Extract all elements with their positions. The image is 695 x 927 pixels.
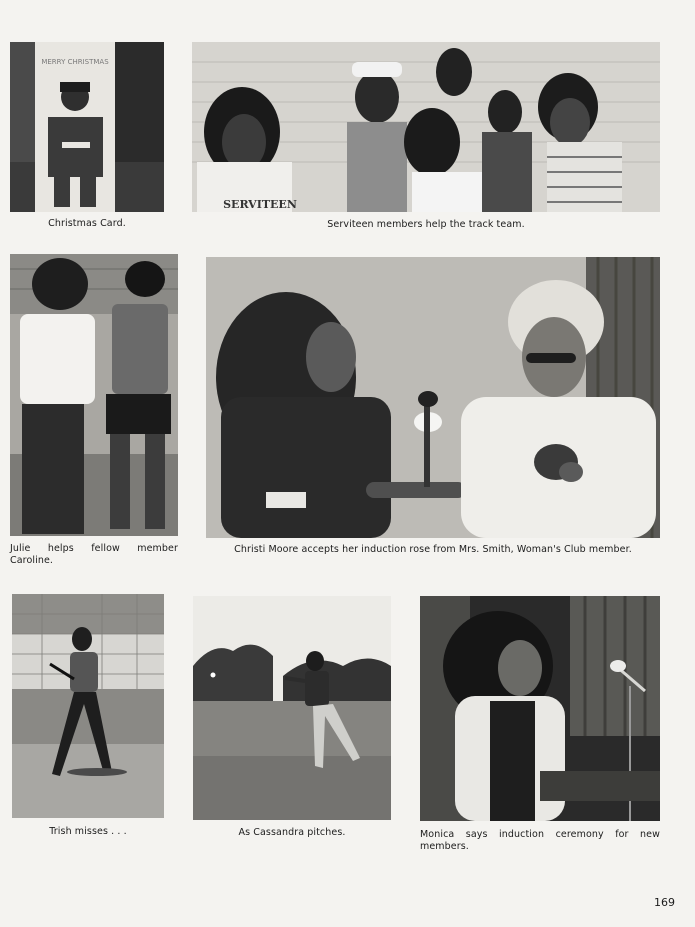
- photo-trish-batting: [12, 594, 164, 818]
- caption-cassandra: As Cassandra pitches.: [238, 827, 346, 838]
- caption-track-team: Serviteen members help the track team.: [327, 219, 525, 230]
- photo-monica-speaking: [420, 596, 660, 821]
- photo-cassandra-pitching: [193, 596, 391, 820]
- serviteen-shirt-text: SERVITEEN: [223, 198, 297, 211]
- caption-christi-rose: Christi Moore accepts her induction rose from Mrs. Smith, Woman's Club member.: [234, 544, 632, 555]
- photo-christi-rose: [206, 257, 660, 538]
- photo-christmas-card: [10, 42, 164, 212]
- christmas-sign-text: MERRY CHRISTMAS: [41, 58, 109, 66]
- caption-monica: Monica says induction ceremony for new members.: [420, 829, 660, 852]
- photo-track-team: [192, 42, 660, 212]
- photo-julie-caroline: [10, 254, 178, 536]
- caption-julie-caroline: Julie helps fellow member Caroline.: [10, 543, 178, 566]
- page-number: 169: [654, 896, 675, 909]
- caption-trish: Trish misses . . .: [49, 826, 127, 837]
- caption-christmas-card: Christmas Card.: [48, 218, 126, 229]
